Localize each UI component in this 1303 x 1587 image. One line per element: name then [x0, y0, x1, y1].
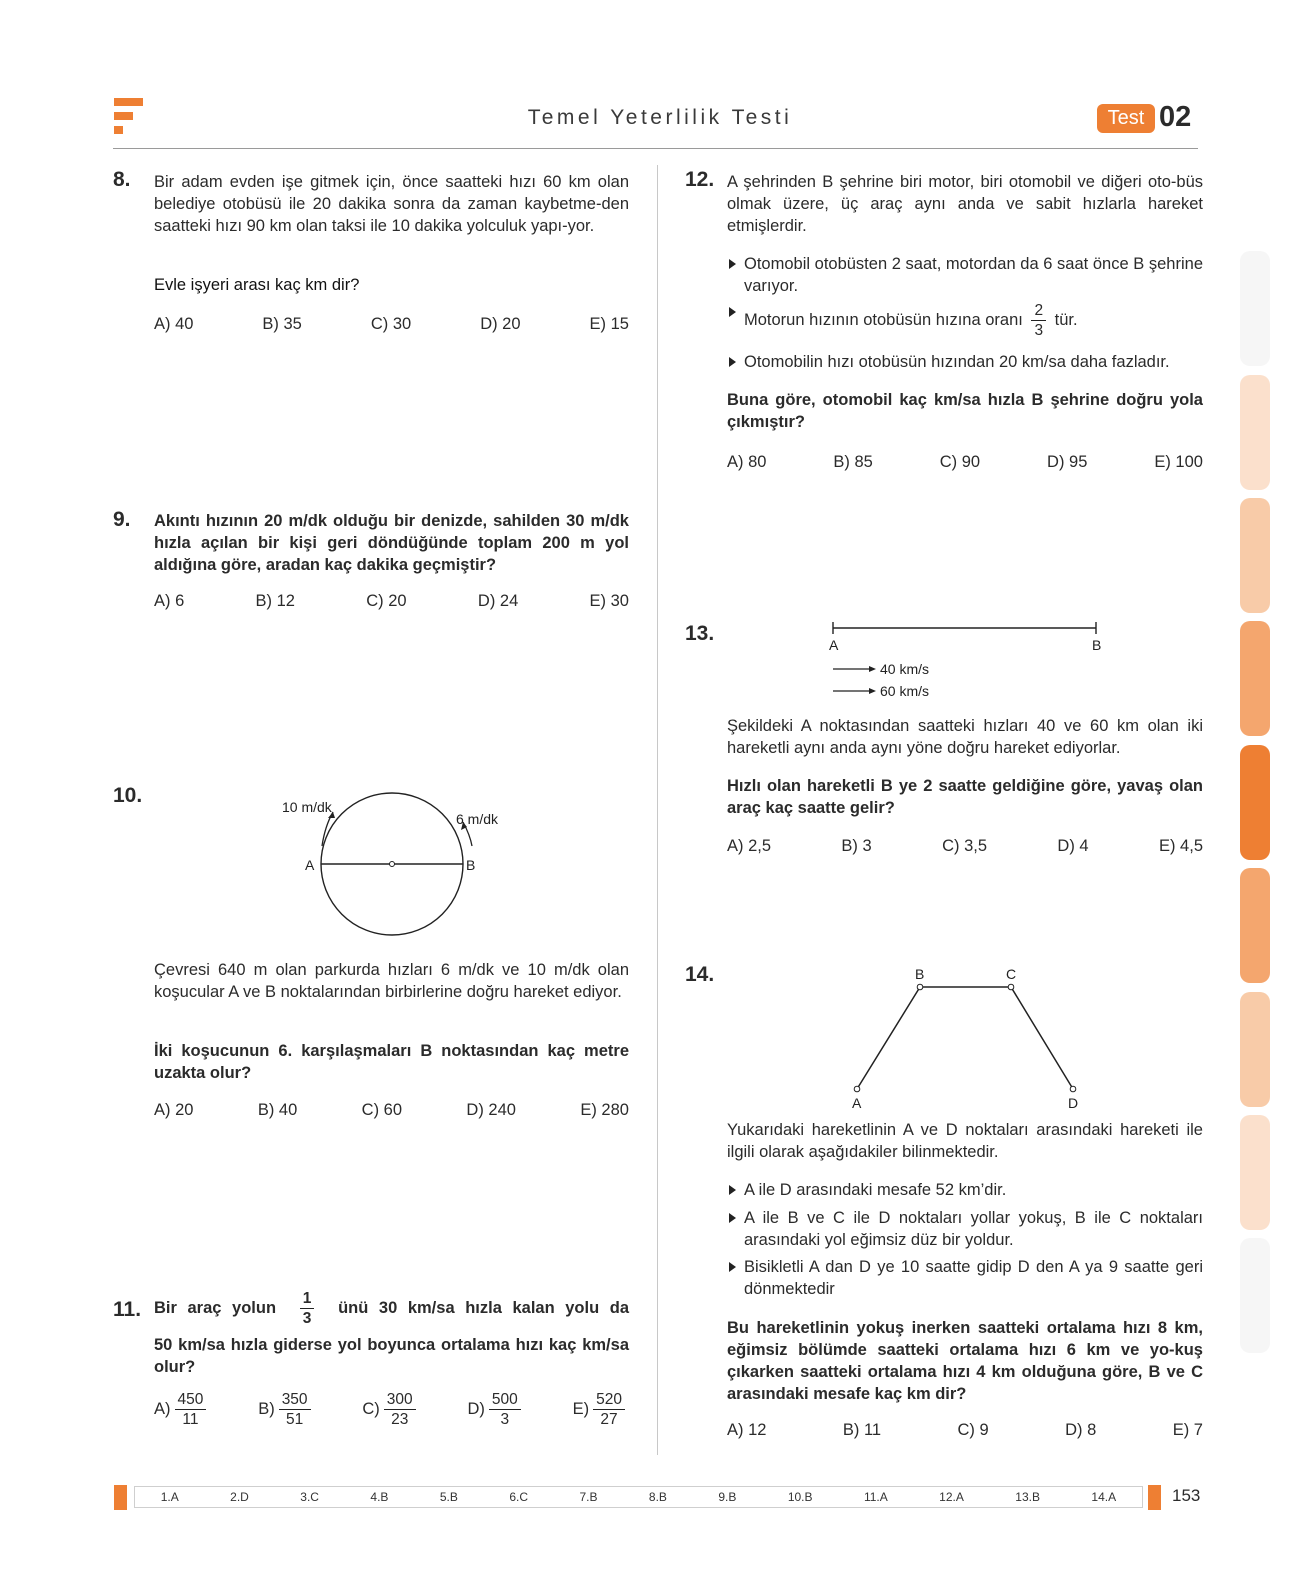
answer-key-item: 9.B — [718, 1490, 737, 1504]
header-divider — [113, 148, 1198, 149]
footer-mark-left — [114, 1485, 127, 1510]
question-14-choices — [727, 1421, 1203, 1440]
label-d: D — [1068, 1095, 1079, 1110]
column-divider — [657, 165, 658, 1455]
question-14-bullet-1: A ile D arasındaki mesafe 52 km’dir. — [727, 1179, 1203, 1201]
choice-b[interactable]: B) 35 — [262, 315, 302, 333]
question-9-choices — [154, 592, 629, 611]
point-c — [1008, 984, 1014, 990]
question-8-text: Bir adam evden işe gitmek için, önce saatteki hızı 60 km olan belediye otobüsü ile 20 dakika sonra da zaman kaybetme-den saatteki hızı 90 km olan taksi ile 10 dakika yolculuk yapı-yor. — [154, 173, 629, 235]
choice-num: 520 — [593, 1390, 625, 1410]
choice-c[interactable]: C) 30 — [370, 315, 412, 333]
side-tab-9 — [1240, 1238, 1270, 1353]
choice-a[interactable]: A) 6 — [154, 592, 185, 610]
answer-key — [134, 1486, 1143, 1508]
choice-d[interactable]: D) 4 — [1057, 837, 1089, 855]
label-c: C — [1006, 966, 1017, 982]
path-line — [857, 987, 1073, 1089]
point-b-label: B — [466, 857, 476, 873]
choice-letter: D) — [467, 1400, 485, 1418]
choice-b[interactable]: B) 12 — [255, 592, 295, 610]
question-12-prompt: Buna göre, otomobil kaç km/sa hızla B şehrine doğru yola çıkmıştır? — [727, 391, 1203, 431]
choice-e[interactable]: E) 100 — [1154, 453, 1203, 471]
question-12-text: A şehrinden B şehrine biri motor, biri otomobil ve diğeri oto-büs olmak üzere, üç araç aynı anda ve sabit hızlarla hareket etmişlerdir. — [727, 173, 1203, 235]
choice-a[interactable]: A) 12 — [727, 1421, 767, 1439]
side-tab-3 — [1240, 498, 1270, 613]
choice-b[interactable]: B) 11 — [842, 1421, 882, 1439]
choice-c[interactable]: C) 9 — [957, 1421, 989, 1439]
path-abcd-figure — [840, 960, 1100, 1110]
choice-letter: E) — [572, 1400, 590, 1418]
question-11-number: 11. — [113, 1298, 142, 1321]
question-12-bullet-1: Otomobil otobüsten 2 saat, motordan da 6 saat önce B şehrine varıyor. — [727, 253, 1203, 297]
circle-track-figure — [270, 780, 520, 940]
choice-e[interactable] — [573, 1390, 629, 1429]
choice-d[interactable]: D) 240 — [466, 1101, 516, 1119]
choice-a[interactable] — [154, 1390, 210, 1429]
question-11-choices — [154, 1390, 629, 1429]
publisher-logo — [114, 98, 144, 138]
side-tab-4 — [1240, 621, 1270, 736]
answer-key-item: 3.C — [300, 1490, 319, 1504]
side-tab-8 — [1240, 1115, 1270, 1230]
label-b: B — [915, 966, 925, 982]
answer-key-item: 4.B — [370, 1490, 389, 1504]
bullet-2-text-a: Motorun hızının otobüsün hızına oranı — [744, 310, 1023, 329]
choice-d[interactable] — [467, 1390, 524, 1429]
test-badge: Test — [1097, 104, 1155, 133]
choice-d[interactable]: D) 20 — [480, 315, 521, 333]
choice-letter: A) — [154, 1400, 171, 1418]
bullet-2-den: 3 — [1034, 322, 1044, 339]
speed-2-label: 60 km/s — [880, 683, 930, 699]
choice-a[interactable]: A) 2,5 — [727, 837, 772, 855]
choice-b[interactable]: B) 85 — [833, 453, 873, 471]
answer-key-item: 8.B — [648, 1490, 667, 1504]
side-tab-2 — [1240, 375, 1270, 490]
choice-num: 350 — [279, 1390, 311, 1410]
choice-den: 23 — [391, 1411, 409, 1428]
question-8-choices — [154, 315, 629, 334]
choice-c[interactable]: C) 90 — [939, 453, 981, 471]
question-11-prompt-line2: 50 km/sa hızla giderse yol boyunca ortalama hızı kaç km/sa olur? — [154, 1336, 629, 1376]
choice-e[interactable]: E) 280 — [580, 1101, 629, 1119]
choice-a[interactable]: A) 40 — [154, 315, 194, 333]
answer-key-item: 1.A — [160, 1490, 179, 1504]
question-8-number: 8. — [113, 168, 131, 191]
footer-mark-right — [1148, 1485, 1161, 1510]
question-14-bullet-3: Bisikletli A dan D ye 10 saatte gidip D den A ya 9 saatte geri dönmektedir — [727, 1256, 1203, 1300]
arrow-1-head — [869, 666, 876, 672]
choice-a[interactable]: A) 80 — [727, 453, 767, 471]
question-12-bullet-2 — [727, 301, 1203, 340]
side-tab-6 — [1240, 868, 1270, 983]
choice-a[interactable]: A) 20 — [154, 1101, 194, 1119]
q11-fraction-num: 1 — [300, 1289, 315, 1309]
q11-text-part2: ünü 30 km/sa hızla kalan yolu da — [338, 1299, 629, 1317]
question-8-prompt: Evle işyeri arası kaç km dir? — [154, 276, 360, 294]
answer-key-item: 13.B — [1015, 1490, 1040, 1504]
answer-key-item: 7.B — [579, 1490, 598, 1504]
choice-letter: B) — [258, 1400, 275, 1418]
choice-b[interactable]: B) 40 — [257, 1101, 298, 1119]
side-tab-1 — [1240, 251, 1270, 366]
arrow-2-head — [869, 688, 876, 694]
point-a — [854, 1086, 860, 1092]
question-10-prompt: İki koşucunun 6. karşılaşmaları B noktasından kaç metre uzakta olur? — [154, 1042, 629, 1082]
question-14-bullet-2: A ile B ve C ile D noktaları yollar yokuş, B ile C noktaları arasındaki yol eğimsiz düz bir yoldur. — [727, 1207, 1203, 1251]
question-14-text: Yukarıdaki hareketlinin A ve D noktaları arasındaki hareketi ile ilgili olarak aşağıdakiler bilinmektedir. — [727, 1121, 1203, 1161]
q11-text-part1: Bir araç yolun — [154, 1299, 277, 1317]
question-13-number: 13. — [685, 622, 715, 645]
choice-e[interactable]: E) 30 — [589, 592, 629, 610]
answer-key-item: 14.A — [1091, 1490, 1117, 1504]
bullet-2-fraction — [1031, 301, 1046, 340]
question-11-prompt-line1 — [154, 1289, 629, 1328]
speed-b-label: 6 m/dk — [456, 811, 499, 827]
test-number: 02 — [1159, 101, 1192, 133]
choice-b[interactable]: B) 3 — [841, 837, 872, 855]
point-b-label: B — [1092, 637, 1102, 653]
choice-c[interactable]: C) 20 — [366, 592, 407, 610]
side-tab-7 — [1240, 992, 1270, 1107]
question-14-prompt: Bu hareketlinin yokuş inerken saatteki ortalama hızı 8 km, eğimsiz bölümde saatteki ortalama hızı 6 km ve yo-kuş çıkarken saatteki ortalama hızı 4 km olduğuna göre, B ve C arasındaki mesafe kaç km dir? — [727, 1319, 1203, 1403]
question-12-bullet-3: Otomobilin hızı otobüsün hızından 20 km/sa daha fazladır. — [727, 351, 1203, 373]
point-d — [1070, 1086, 1076, 1092]
choice-den: 51 — [286, 1411, 304, 1428]
answer-key-item: 12.A — [939, 1490, 964, 1504]
q11-fraction-den: 3 — [302, 1310, 312, 1327]
choice-num: 300 — [384, 1390, 416, 1410]
speed-a-label: 10 m/dk — [282, 799, 332, 815]
question-14-number: 14. — [685, 963, 715, 986]
question-9-prompt: Akıntı hızının 20 m/dk olduğu bir denizde, sahilden 30 m/dk hızla açılan bir kişi geri döndüğünde toplam 200 m yol aldığına göre, aradan kaç dakika geçmiştir? — [154, 512, 629, 574]
choice-e[interactable]: E) 4,5 — [1158, 837, 1203, 855]
answer-key-item: 10.B — [787, 1490, 813, 1504]
question-12-number: 12. — [685, 168, 715, 191]
question-10-number: 10. — [113, 784, 143, 807]
choice-num: 450 — [175, 1390, 207, 1410]
choice-den: 27 — [600, 1411, 618, 1428]
point-b — [917, 984, 923, 990]
answer-key-item: 5.B — [439, 1490, 458, 1504]
speed-1-label: 40 km/s — [880, 661, 930, 677]
bullet-2-num: 2 — [1031, 301, 1046, 321]
choice-b[interactable] — [258, 1390, 314, 1429]
question-9-number: 9. — [113, 508, 131, 531]
choice-c[interactable]: C) 60 — [361, 1101, 403, 1119]
question-10-choices — [154, 1101, 629, 1120]
point-a-label: A — [829, 637, 839, 653]
label-a: A — [852, 1095, 862, 1110]
choice-e[interactable]: E) 7 — [1172, 1421, 1203, 1439]
answer-key-item: 11.A — [863, 1490, 888, 1504]
answer-key-item: 2.D — [230, 1490, 249, 1504]
choice-num: 500 — [489, 1390, 521, 1410]
choice-d[interactable]: D) 95 — [1047, 453, 1088, 471]
bullet-2-text-b: tür. — [1054, 310, 1078, 329]
choice-d[interactable]: D) 8 — [1065, 1421, 1097, 1439]
question-13-prompt: Hızlı olan hareketli B ye 2 saatte geldiğine göre, yavaş olan araç kaç saatte gelir? — [727, 777, 1203, 817]
choice-c[interactable]: C) 3,5 — [942, 837, 988, 855]
choice-d[interactable]: D) 24 — [477, 592, 519, 610]
answer-key-item: 6.C — [509, 1490, 529, 1504]
point-a-label: A — [305, 857, 315, 873]
choice-letter: C) — [362, 1400, 380, 1418]
line-segment-figure — [820, 615, 1110, 705]
question-13-choices — [727, 837, 1203, 856]
q11-fraction — [300, 1289, 315, 1328]
choice-den: 3 — [500, 1411, 510, 1428]
page-number: 153 — [1172, 1486, 1201, 1505]
choice-c[interactable] — [362, 1390, 419, 1429]
question-13-text: Şekildeki A noktasından saatteki hızları 40 ve 60 km olan iki hareketli aynı anda aynı yöne doğru hareket ediyorlar. — [727, 717, 1203, 757]
side-tab-5-active — [1240, 745, 1270, 860]
choice-e[interactable]: E) 15 — [589, 315, 629, 333]
center-point — [390, 862, 395, 867]
page-title: Temel Yeterlilik Testi — [527, 106, 793, 129]
question-12-choices — [727, 453, 1203, 472]
question-10-text: Çevresi 640 m olan parkurda hızları 6 m/dk ve 10 m/dk olan koşucular A ve B noktalarından birbirlerine doğru hareket ediyor. — [154, 961, 629, 1001]
choice-den: 11 — [182, 1411, 199, 1428]
